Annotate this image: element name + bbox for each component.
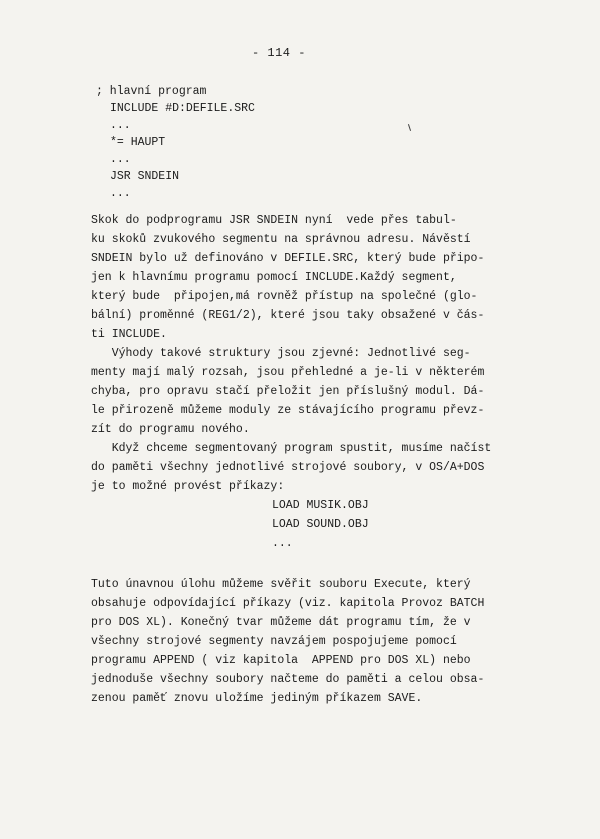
text-line: Výhody takové struktury jsou zjevné: Jednotlivé seg-	[91, 347, 471, 360]
text-line: obsahuje odpovídající příkazy (viz. kapitola Provoz BATCH	[91, 597, 485, 610]
page-number: - 114 -	[252, 46, 306, 60]
text-line: jen k hlavnímu programu pomocí INCLUDE.Každý segment,	[91, 271, 457, 284]
code-ellipsis: ...	[110, 119, 131, 132]
text-line: Když chceme segmentovaný program spustit, musíme načíst	[91, 442, 492, 455]
text-line: Skok do podprogramu JSR SNDEIN nyní vede přes tabul-	[91, 214, 457, 227]
text-line: který bude připojen,má rovněž přístup na společné (glo-	[91, 290, 478, 303]
text-line: menty mají malý rozsah, jsou přehledné a je-li v některém	[91, 366, 485, 379]
text-line: všechny strojové segmenty navzájem pospojujeme pomocí	[91, 635, 457, 648]
code-ellipsis: ...	[110, 187, 131, 200]
text-line: ku skoků zvukového segmentu na správnou adresu. Návěstí	[91, 233, 471, 246]
code-line: INCLUDE #D:DEFILE.SRC	[110, 102, 255, 115]
text-line: pro DOS XL). Konečný tvar můžeme dát programu tím, že v	[91, 616, 471, 629]
text-line: SNDEIN bylo už definováno v DEFILE.SRC, který bude připo-	[91, 252, 485, 265]
text-line: bální) proměnné (REG1/2), které jsou taky obsažené v čás-	[91, 309, 485, 322]
scan-mark	[408, 124, 411, 131]
text-line: zít do programu nového.	[91, 423, 250, 436]
load-command: LOAD SOUND.OBJ	[272, 518, 369, 531]
text-line: chyba, pro opravu stačí přeložit jen příslušný modul. Dá-	[91, 385, 485, 398]
load-command-ellipsis: ...	[272, 537, 293, 550]
text-line: ti INCLUDE.	[91, 328, 167, 341]
code-line: *= HAUPT	[110, 136, 166, 149]
text-line: Tuto únavnou úlohu můžeme svěřit souboru Execute, který	[91, 578, 471, 591]
code-ellipsis: ...	[110, 153, 131, 166]
text-line: je to možné provést příkazy:	[91, 480, 285, 493]
text-line: jednoduše všechny soubory načteme do paměti a celou obsa-	[91, 673, 485, 686]
load-command: LOAD MUSIK.OBJ	[272, 499, 369, 512]
code-comment: ; hlavní program	[96, 85, 207, 98]
text-line: do paměti všechny jednotlivé strojové soubory, v OS/A+DOS	[91, 461, 485, 474]
code-line: JSR SNDEIN	[110, 170, 180, 183]
text-line: programu APPEND ( viz kapitola APPEND pro DOS XL) nebo	[91, 654, 471, 667]
text-line: le přirozeně můžeme moduly ze stávajícího programu převz-	[91, 404, 485, 417]
text-line: zenou paměť znovu uložíme jediným příkazem SAVE.	[91, 692, 423, 705]
